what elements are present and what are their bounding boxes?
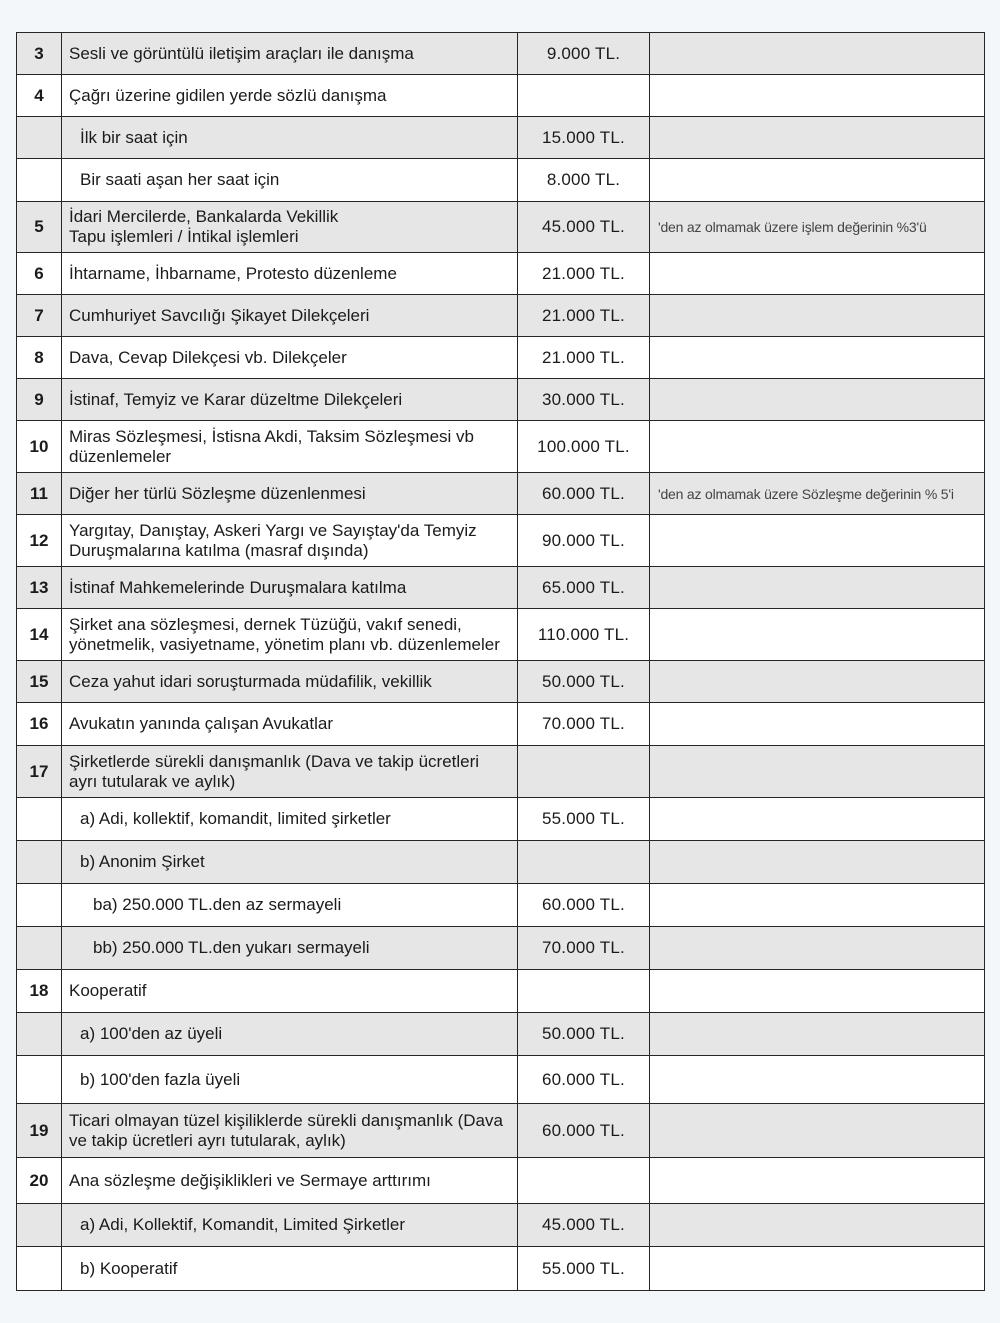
row-number bbox=[17, 841, 62, 884]
row-description: b) Anonim Şirket bbox=[62, 841, 518, 884]
row-note bbox=[650, 515, 985, 567]
row-note bbox=[650, 337, 985, 379]
table-row bbox=[17, 1104, 985, 1158]
row-number bbox=[17, 1204, 62, 1247]
row-number: 11 bbox=[17, 473, 62, 515]
row-number: 19 bbox=[17, 1104, 62, 1158]
row-number bbox=[17, 927, 62, 970]
table-row bbox=[17, 746, 985, 798]
row-price: 70.000 TL. bbox=[518, 703, 650, 746]
row-number bbox=[17, 1013, 62, 1056]
row-price: 50.000 TL. bbox=[518, 1013, 650, 1056]
table-row bbox=[17, 421, 985, 473]
row-number: 18 bbox=[17, 970, 62, 1013]
row-number: 14 bbox=[17, 609, 62, 661]
table-row bbox=[17, 379, 985, 421]
row-note bbox=[650, 1204, 985, 1247]
row-number bbox=[17, 1247, 62, 1291]
row-note bbox=[650, 1247, 985, 1291]
row-description: Ticari olmayan tüzel kişiliklerde sürekli danışmanlık (Dava ve takip ücretleri ayrı tutularak, aylık) bbox=[62, 1104, 518, 1158]
row-number: 16 bbox=[17, 703, 62, 746]
row-price: 90.000 TL. bbox=[518, 515, 650, 567]
row-note bbox=[650, 567, 985, 609]
table-row bbox=[17, 1247, 985, 1291]
table-row bbox=[17, 798, 985, 841]
row-price: 9.000 TL. bbox=[518, 33, 650, 75]
table-row bbox=[17, 473, 985, 515]
row-number: 6 bbox=[17, 253, 62, 295]
row-number: 8 bbox=[17, 337, 62, 379]
row-note bbox=[650, 798, 985, 841]
table-row bbox=[17, 1056, 985, 1104]
row-description: Ceza yahut idari soruşturmada müdafilik, vekillik bbox=[62, 661, 518, 703]
row-note: 'den az olmamak üzere işlem değerinin %3'ü bbox=[650, 202, 985, 253]
row-description: İdari Mercilerde, Bankalarda Vekillik Tapu işlemleri / İntikal işlemleri bbox=[62, 202, 518, 253]
row-price: 8.000 TL. bbox=[518, 159, 650, 202]
row-number bbox=[17, 798, 62, 841]
table-row bbox=[17, 841, 985, 884]
row-number: 10 bbox=[17, 421, 62, 473]
table-row bbox=[17, 1158, 985, 1204]
row-description: Bir saati aşan her saat için bbox=[62, 159, 518, 202]
table-row bbox=[17, 337, 985, 379]
table-row bbox=[17, 927, 985, 970]
row-price: 100.000 TL. bbox=[518, 421, 650, 473]
row-note bbox=[650, 884, 985, 927]
table-row bbox=[17, 884, 985, 927]
row-number: 17 bbox=[17, 746, 62, 798]
table-row bbox=[17, 33, 985, 75]
row-description: Dava, Cevap Dilekçesi vb. Dilekçeler bbox=[62, 337, 518, 379]
row-note bbox=[650, 1013, 985, 1056]
table-row bbox=[17, 1013, 985, 1056]
row-note bbox=[650, 159, 985, 202]
table-row bbox=[17, 75, 985, 117]
row-description: a) Adi, Kollektif, Komandit, Limited Şirketler bbox=[62, 1204, 518, 1247]
row-note bbox=[650, 841, 985, 884]
row-description: Yargıtay, Danıştay, Askeri Yargı ve Sayıştay'da Temyiz Duruşmalarına katılma (masraf dışında) bbox=[62, 515, 518, 567]
row-note bbox=[650, 746, 985, 798]
row-description: bb) 250.000 TL.den yukarı sermayeli bbox=[62, 927, 518, 970]
row-number: 5 bbox=[17, 202, 62, 253]
row-note bbox=[650, 609, 985, 661]
row-price bbox=[518, 75, 650, 117]
table-row bbox=[17, 970, 985, 1013]
row-price: 60.000 TL. bbox=[518, 884, 650, 927]
row-description: Diğer her türlü Sözleşme düzenlenmesi bbox=[62, 473, 518, 515]
row-number: 12 bbox=[17, 515, 62, 567]
row-description: Miras Sözleşmesi, İstisna Akdi, Taksim Sözleşmesi vb düzenlemeler bbox=[62, 421, 518, 473]
row-description: Şirketlerde sürekli danışmanlık (Dava ve takip ücretleri ayrı tutularak ve aylık) bbox=[62, 746, 518, 798]
table-row bbox=[17, 202, 985, 253]
row-price: 60.000 TL. bbox=[518, 1104, 650, 1158]
row-number: 4 bbox=[17, 75, 62, 117]
row-description: İstinaf Mahkemelerinde Duruşmalara katılma bbox=[62, 567, 518, 609]
row-note bbox=[650, 421, 985, 473]
row-price: 30.000 TL. bbox=[518, 379, 650, 421]
row-number: 13 bbox=[17, 567, 62, 609]
row-number: 7 bbox=[17, 295, 62, 337]
table-row bbox=[17, 253, 985, 295]
table-row bbox=[17, 703, 985, 746]
row-price bbox=[518, 970, 650, 1013]
row-number: 9 bbox=[17, 379, 62, 421]
table-row bbox=[17, 159, 985, 202]
row-description: b) 100'den fazla üyeli bbox=[62, 1056, 518, 1104]
row-note: 'den az olmamak üzere Sözleşme değerinin % 5'i bbox=[650, 473, 985, 515]
row-description: Avukatın yanında çalışan Avukatlar bbox=[62, 703, 518, 746]
row-note bbox=[650, 379, 985, 421]
row-note bbox=[650, 253, 985, 295]
row-note bbox=[650, 661, 985, 703]
row-price: 55.000 TL. bbox=[518, 1247, 650, 1291]
row-price: 21.000 TL. bbox=[518, 253, 650, 295]
row-price: 60.000 TL. bbox=[518, 1056, 650, 1104]
row-description: Çağrı üzerine gidilen yerde sözlü danışma bbox=[62, 75, 518, 117]
row-price: 65.000 TL. bbox=[518, 567, 650, 609]
row-note bbox=[650, 970, 985, 1013]
row-number: 3 bbox=[17, 33, 62, 75]
row-note bbox=[650, 33, 985, 75]
row-price bbox=[518, 841, 650, 884]
row-price: 50.000 TL. bbox=[518, 661, 650, 703]
table-row bbox=[17, 661, 985, 703]
row-price bbox=[518, 1158, 650, 1204]
row-note bbox=[650, 1104, 985, 1158]
row-description: b) Kooperatif bbox=[62, 1247, 518, 1291]
table-row bbox=[17, 1204, 985, 1247]
row-description: Ana sözleşme değişiklikleri ve Sermaye arttırımı bbox=[62, 1158, 518, 1204]
row-price: 60.000 TL. bbox=[518, 473, 650, 515]
row-description: Kooperatif bbox=[62, 970, 518, 1013]
row-note bbox=[650, 75, 985, 117]
row-description: İlk bir saat için bbox=[62, 117, 518, 159]
row-price: 110.000 TL. bbox=[518, 609, 650, 661]
row-note bbox=[650, 295, 985, 337]
table-row bbox=[17, 515, 985, 567]
row-note bbox=[650, 117, 985, 159]
row-description: Sesli ve görüntülü iletişim araçları ile danışma bbox=[62, 33, 518, 75]
row-description: ba) 250.000 TL.den az sermayeli bbox=[62, 884, 518, 927]
row-description: a) 100'den az üyeli bbox=[62, 1013, 518, 1056]
row-price: 55.000 TL. bbox=[518, 798, 650, 841]
row-number: 15 bbox=[17, 661, 62, 703]
row-description: İstinaf, Temyiz ve Karar düzeltme Dilekçeleri bbox=[62, 379, 518, 421]
row-number bbox=[17, 117, 62, 159]
table-row bbox=[17, 295, 985, 337]
row-price: 21.000 TL. bbox=[518, 295, 650, 337]
row-price: 21.000 TL. bbox=[518, 337, 650, 379]
row-note bbox=[650, 1056, 985, 1104]
row-price: 70.000 TL. bbox=[518, 927, 650, 970]
row-description: a) Adi, kollektif, komandit, limited şirketler bbox=[62, 798, 518, 841]
table-row bbox=[17, 609, 985, 661]
row-description: Şirket ana sözleşmesi, dernek Tüzüğü, vakıf senedi, yönetmelik, vasiyetname, yönetim planı vb. düzenlemeler bbox=[62, 609, 518, 661]
table-row bbox=[17, 567, 985, 609]
row-note bbox=[650, 927, 985, 970]
row-number bbox=[17, 884, 62, 927]
table-row bbox=[17, 117, 985, 159]
fee-table bbox=[16, 32, 985, 1291]
row-number: 20 bbox=[17, 1158, 62, 1204]
row-price bbox=[518, 746, 650, 798]
row-note bbox=[650, 703, 985, 746]
row-description: Cumhuriyet Savcılığı Şikayet Dilekçeleri bbox=[62, 295, 518, 337]
row-price: 45.000 TL. bbox=[518, 1204, 650, 1247]
row-price: 45.000 TL. bbox=[518, 202, 650, 253]
row-number bbox=[17, 159, 62, 202]
row-price: 15.000 TL. bbox=[518, 117, 650, 159]
fee-table-body bbox=[17, 33, 985, 1291]
row-description: İhtarname, İhbarname, Protesto düzenleme bbox=[62, 253, 518, 295]
row-number bbox=[17, 1056, 62, 1104]
row-note bbox=[650, 1158, 985, 1204]
